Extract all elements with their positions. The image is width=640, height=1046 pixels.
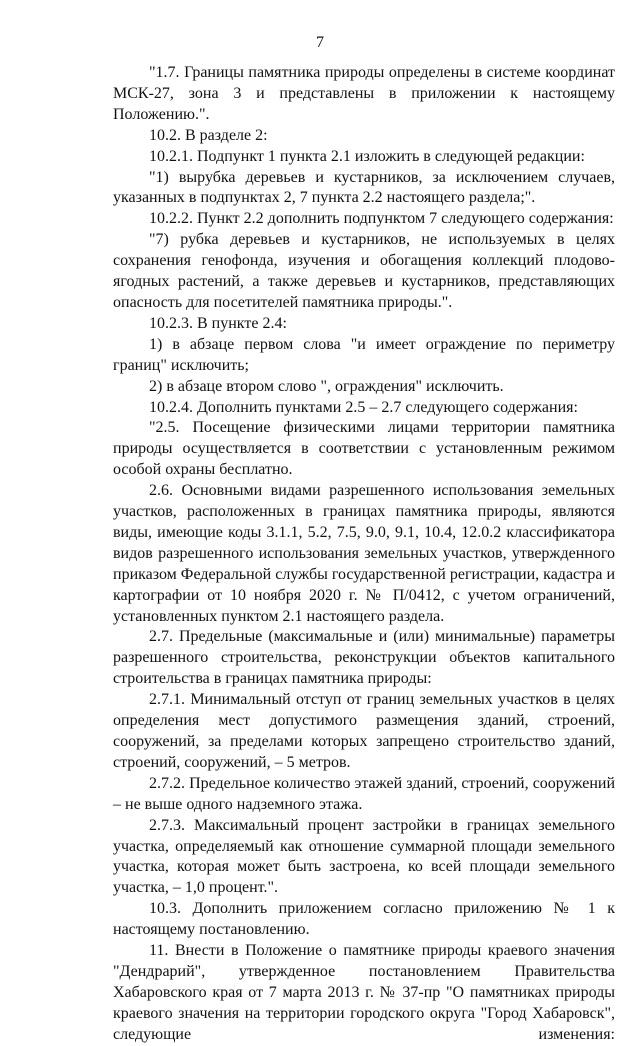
paragraph-11: 11. Внести в Положение о памятнике природы краевого значения "Дендрарий", утвержденное постановлением Правительства Хабаровского края от 7 марта 2013 г. № 37-пр "О памятниках природы краевого значения на территории городского округа "Город Хабаровск", следующие изменения: — [113, 942, 615, 1043]
paragraph-2-7-1: 2.7.1. Минимальный отступ от границ земельных участков в целях определения мест допустимого размещения зданий, строений, сооружений, за пределами которых запрещено строительство зданий, строений, сооружений, – 5 метров. — [113, 691, 615, 771]
page-number: 7 — [316, 34, 324, 51]
paragraph-quote-1: "1) вырубка деревьев и кустарников, за исключением случаев, указанных в подпунктах 2, 7 пункта 2.2 настоящего раздела;". — [113, 168, 615, 207]
paragraph-2-6: 2.6. Основными видами разрешенного использования земельных участков, расположенных в границах памятника природы, являются виды, имеющие коды 3.1.1, 5.2, 7.5, 9.0, 9.1, 10.4, 12.0.2 классификатора видов разрешенного использования земельных участков, утвержденного приказом Федеральной службы государственной регистрации, кадастра и картографии от 10 ноября 2020 г. № П/0412, с учетом ограничений, установленных пунктом 2.1 настоящего раздела. — [113, 482, 615, 625]
paragraph-10-2-4: 10.2.4. Дополнить пунктами 2.5 – 2.7 следующего содержания: — [149, 398, 578, 416]
paragraph-quote-7: "7) рубка деревьев и кустарников, не используемых в целях сохранения генофонда, изучения и обогащения коллекций плодово-ягодных растений, а также деревьев и кустарников, представляющих опасность для посетителей памятника природы.". — [113, 231, 615, 311]
paragraph-2-7: 2.7. Предельные (максимальные и (или) минимальные) параметры разрешенного строительства, реконструкции объектов капитального строительства в границах памятника природы: — [113, 628, 615, 688]
document-body — [113, 63, 615, 1046]
paragraph-item-1: 1) в абзаце первом слова "и имеет ограждение по периметру границ" исключить; — [113, 335, 615, 374]
paragraph-2-7-3: 2.7.3. Максимальный процент застройки в границах земельного участка, определяемый как отношение суммарной площади земельного участка, которая может быть застроена, ко всей площади земельного участка, – 1,0 процент.". — [113, 816, 615, 897]
paragraph-10-2-2: 10.2.2. Пункт 2.2 дополнить подпунктом 7 следующего содержания: — [149, 210, 614, 228]
paragraph-2-7-2: 2.7.2. Предельное количество этажей зданий, строений, сооружений – не выше одного надземного этажа. — [113, 774, 615, 813]
paragraph-2-5: "2.5. Посещение физическими лицами территории памятника природы осуществляется в соответствии с установленным режимом особой охраны бесплатно. — [113, 419, 615, 479]
paragraph-10-2-1: 10.2.1. Подпункт 1 пункта 2.1 изложить в следующей редакции: — [149, 147, 585, 165]
paragraph-10-2-3: 10.2.3. В пункте 2.4: — [149, 314, 287, 332]
paragraph-item-2: 2) в абзаце втором слово ", ограждения" исключить. — [149, 377, 504, 395]
paragraph-10-2: 10.2. В разделе 2: — [149, 126, 268, 144]
paragraph-10-3: 10.3. Дополнить приложением согласно приложению № 1 к настоящему постановлению. — [113, 900, 615, 939]
paragraph-1-7: "1.7. Границы памятника природы определены в системе координат МСК-27, зона 3 и представлены в приложении к настоящему Положению.". — [113, 64, 615, 123]
